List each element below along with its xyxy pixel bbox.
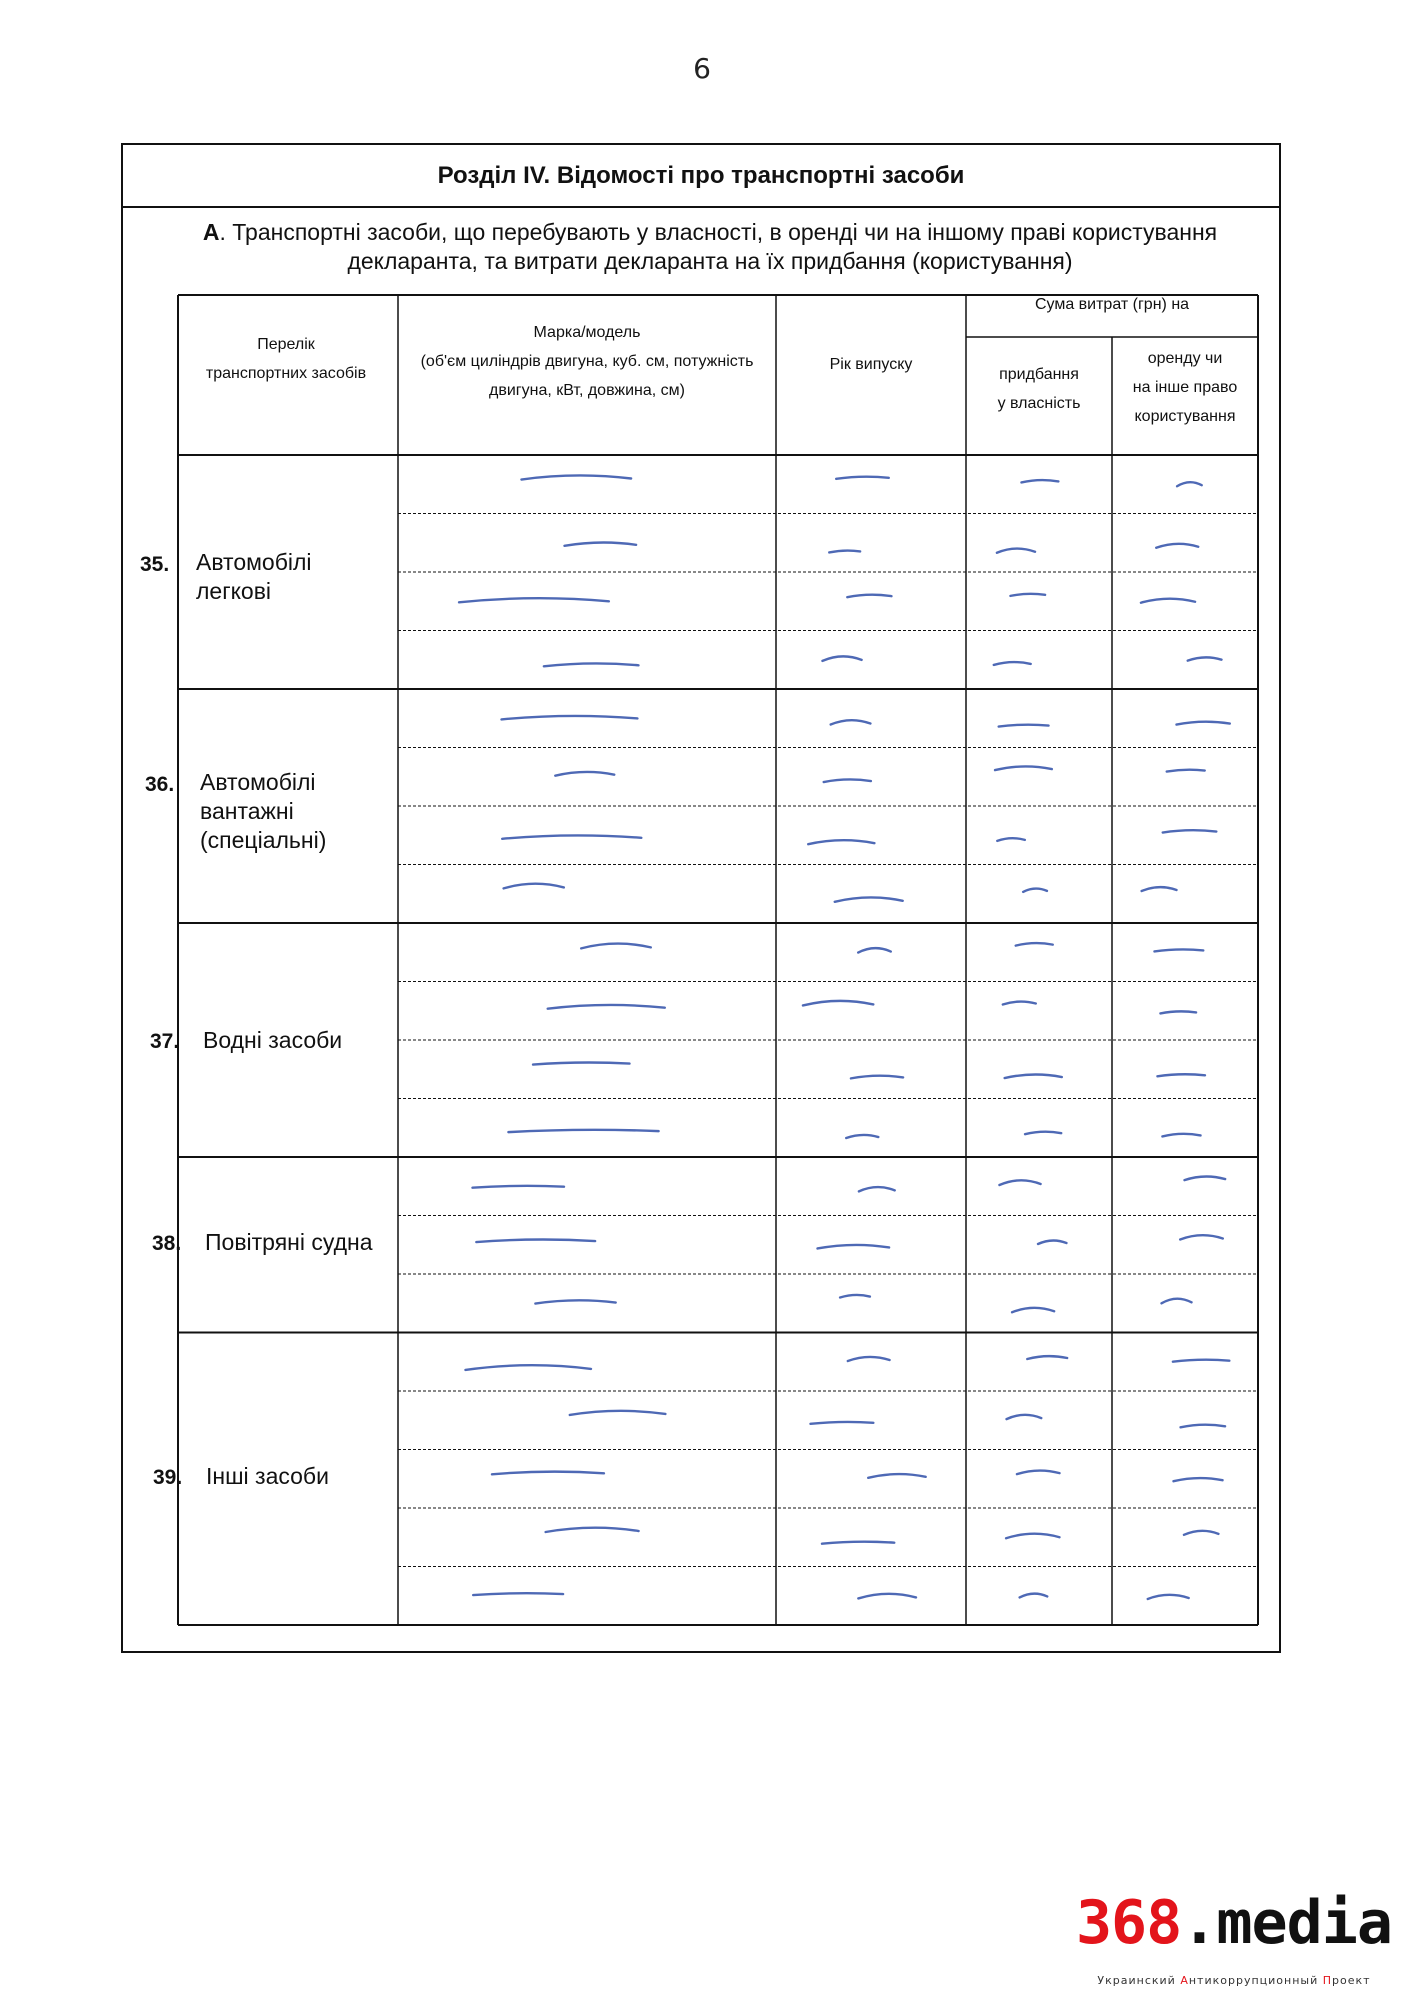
category-number: 36. [145, 773, 175, 796]
strike-mark [840, 1295, 870, 1298]
strike-mark [502, 835, 641, 838]
strike-mark [1157, 1074, 1205, 1076]
strike-mark [564, 542, 636, 545]
strike-mark [858, 948, 891, 952]
strike-mark [868, 1474, 925, 1478]
strike-mark [1173, 1360, 1230, 1362]
header-line: оренду чи [1147, 350, 1223, 367]
category-number: 39. [153, 1466, 183, 1489]
category-label-line: Автомобілі [196, 549, 312, 575]
category-label-line: Водні засоби [203, 1027, 343, 1053]
strike-mark [1188, 657, 1222, 660]
strike-mark [1023, 889, 1047, 892]
strike-mark [1163, 830, 1217, 832]
strike-mark [581, 944, 651, 949]
strike-mark [835, 897, 903, 901]
strike-mark [546, 1528, 639, 1532]
header-expenses: Сума витрат (грн) на [1034, 296, 1190, 313]
category-number: 38. [152, 1232, 182, 1255]
strike-mark [810, 1422, 873, 1424]
strike-mark [997, 838, 1025, 841]
watermark-subtitle-part: Украинский [1097, 1974, 1181, 1987]
category-label [200, 768, 326, 855]
strike-mark [999, 1180, 1040, 1185]
strike-mark [851, 1076, 903, 1079]
strike-mark [1142, 887, 1177, 891]
strike-mark [822, 656, 861, 660]
header-year: Рік випуску [829, 356, 913, 373]
strike-mark [1180, 1235, 1223, 1239]
category-number: 37. [150, 1030, 180, 1053]
strike-mark [1021, 480, 1058, 482]
strike-mark [1167, 770, 1205, 772]
strike-mark [544, 663, 639, 666]
strike-mark [836, 477, 889, 479]
strike-mark [1148, 1595, 1189, 1599]
strike-mark [831, 720, 871, 724]
strike-mark [997, 549, 1035, 553]
strike-mark [473, 1593, 563, 1595]
strike-mark [521, 475, 631, 479]
watermark-subtitle-accent: П [1322, 1974, 1333, 1987]
strike-mark [1010, 594, 1045, 596]
category-number: 35. [140, 553, 170, 576]
strike-mark [1017, 1471, 1060, 1475]
category-label-line: вантажні [200, 798, 294, 824]
strike-mark [803, 1001, 873, 1006]
strike-mark [1027, 1356, 1067, 1359]
header-line: транспортних засобів [205, 365, 367, 382]
strike-mark [1005, 1074, 1062, 1078]
strike-mark [1012, 1308, 1054, 1312]
strike-mark [533, 1062, 630, 1064]
watermark [1064, 1888, 1404, 2000]
strike-mark [1025, 1132, 1061, 1134]
strike-mark [1174, 1478, 1223, 1481]
header-line: придбання [999, 366, 1079, 383]
category-label-line: Інші засоби [206, 1463, 329, 1489]
strike-mark [1162, 1134, 1200, 1137]
strike-mark [1181, 1425, 1226, 1428]
strike-mark [1007, 1415, 1042, 1419]
header-brand-model [398, 318, 776, 405]
strike-mark [1161, 1299, 1191, 1304]
strike-mark [555, 772, 614, 776]
strike-mark [847, 595, 891, 597]
category-label [206, 1462, 329, 1491]
strike-mark [1177, 722, 1230, 725]
subsection-letter: А [202, 219, 220, 245]
strike-mark [822, 1542, 894, 1544]
strike-mark [504, 884, 564, 889]
strike-mark [859, 1187, 895, 1191]
strike-mark [824, 779, 871, 782]
strike-mark [1020, 1594, 1048, 1598]
strike-mark [1177, 482, 1202, 486]
strike-mark [1184, 1176, 1225, 1180]
subsection-line-2: декларанта, та витрати декларанта на їх придбання (користування) [347, 248, 1073, 274]
strike-mark [1184, 1531, 1218, 1535]
category-label-line: (спеціальні) [200, 827, 327, 853]
strike-mark [548, 1005, 665, 1009]
strike-mark [848, 1357, 890, 1361]
header-line: користування [1134, 408, 1236, 425]
strike-mark [1003, 1002, 1036, 1005]
category-label [196, 548, 312, 606]
strike-mark [994, 662, 1031, 665]
strike-mark [1160, 1011, 1196, 1013]
subsection-text-1: . Транспортні засоби, що перебувають у власності, в оренді чи на іншому праві користування [219, 219, 1218, 245]
header-line: на інше право [1132, 379, 1238, 396]
strike-mark [1016, 943, 1053, 946]
section-title: Розділ IV. Відомості про транспортні засоби [123, 147, 1279, 208]
header-vehicle-list [178, 330, 394, 388]
strike-mark [465, 1365, 591, 1370]
strike-mark [808, 840, 874, 844]
header-purchase [966, 360, 1112, 418]
strike-mark [1154, 949, 1203, 951]
header-line: Перелік [257, 336, 315, 353]
watermark-logo [1064, 1888, 1404, 1958]
category-label-line: легкові [196, 578, 272, 604]
page-number: 6 [693, 52, 711, 85]
strike-mark [1006, 1534, 1059, 1539]
strike-mark [858, 1594, 916, 1599]
strike-mark [999, 725, 1049, 727]
strike-mark [501, 716, 637, 719]
watermark-logo-red: 368 [1075, 1888, 1182, 1958]
strike-mark [829, 551, 860, 553]
header-line: двигуна, кВт, довжина, см) [489, 382, 685, 399]
category-label [205, 1228, 373, 1257]
watermark-subtitle-part: нтикоррупционный [1188, 1974, 1323, 1987]
header-rent [1112, 344, 1258, 431]
strike-mark [846, 1135, 878, 1138]
strike-mark [1141, 599, 1195, 603]
strike-mark [492, 1472, 604, 1475]
header-line: у власність [997, 395, 1081, 412]
category-label [203, 1026, 342, 1055]
strike-mark [508, 1130, 658, 1132]
watermark-subtitle-accent: А [1180, 1974, 1189, 1987]
strike-mark [472, 1186, 564, 1188]
category-label-line: Автомобілі [200, 769, 316, 795]
strike-mark [1038, 1240, 1066, 1244]
watermark-logo-black: .media [1181, 1888, 1393, 1958]
header-line: (об'єм циліндрів двигуна, куб. см, потужність [420, 353, 754, 370]
strike-mark [459, 598, 609, 602]
strike-mark [818, 1245, 890, 1249]
strike-mark [1156, 544, 1198, 548]
watermark-subtitle-part: роект [1332, 1974, 1371, 1987]
category-label-line: Повітряні судна [205, 1229, 373, 1255]
header-line: Марка/модель [533, 324, 641, 341]
strike-mark [995, 766, 1052, 770]
strike-mark [570, 1411, 666, 1415]
watermark-subtitle [1064, 1974, 1404, 1987]
strike-mark [476, 1240, 595, 1243]
strike-mark [535, 1300, 615, 1303]
